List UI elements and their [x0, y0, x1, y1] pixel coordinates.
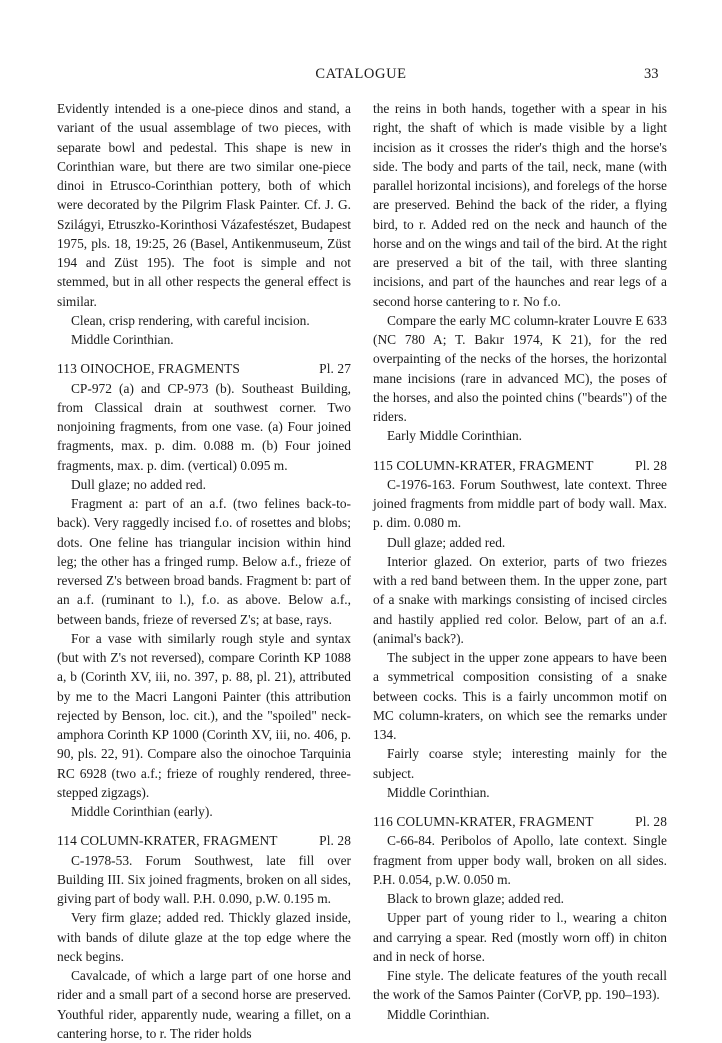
entry-plate: Pl. 28 — [635, 457, 667, 473]
entry-plate: Pl. 28 — [319, 833, 351, 849]
entry-plate: Pl. 27 — [319, 361, 351, 377]
entry-title — [57, 359, 240, 378]
entry-number: 116 — [373, 814, 393, 829]
catalogue-entry-115 — [373, 456, 667, 803]
catalogue-entry-116 — [373, 812, 667, 1024]
entry-plate: Pl. 28 — [635, 814, 667, 829]
entry-number: 115 — [373, 457, 393, 473]
continuation-paragraph: the reins in both hands, together with a spear in his right, the shaft of which is made visible by a light incision as it crosses the rider's thigh and the horse's side. The body and parts of the tail, neck, mane (with parallel horizontal incisions), and forelegs of the horse are preserved. Behind the back of the rider, a flying bird, to r. Added red on the neck and haunch of the horse and on the wings and tail of the bird. At the right are preserved a bit of the tail, with three slanting incisions, and part of the haunches and rear legs of a second horse cantering to r. No f.o. — [373, 101, 667, 309]
entry-paragraph: The subject in the upper zone appears to have been a symmetrical composition consisting of a snake between cocks. This is a fairly uncommon motif on MC column-kraters, on which see the remarks under 134. — [373, 650, 667, 742]
entry-paragraph: Black to brown glaze; added red. — [387, 891, 564, 906]
entry-paragraph: C-66-84. Peribolos of Apollo, late context. Single fragment from upper body wall, broken on all sides. P.H. 0.054, p.W. 0.050 m. — [373, 833, 667, 887]
page-number: 33 — [644, 66, 659, 82]
entry-name: OINOCHOE, FRAGMENTS — [80, 361, 240, 377]
continuation-paragraph: Compare the early MC column-krater Louvre E 633 (NC 780 A; T. Bakır 1974, K 21), for the red overpainting of the necks of the horses, the horizontal mane incisions (rare in advanced MC), the poses of the horses, and also the pointed chins ("beards") of the riders. — [373, 312, 667, 424]
entry-paragraph: Dull glaze; no added red. — [71, 476, 206, 492]
entry-title — [373, 812, 594, 831]
entry-title — [373, 456, 594, 475]
entry-paragraph: Very firm glaze; added red. Thickly glazed inside, with bands of dilute glaze at the top edge where the neck begins. — [57, 910, 351, 964]
intro-paragraph: Evidently intended is a one-piece dinos and stand, a variant of the usual assemblage of two pieces, with separate bowl and pedestal. This shape is new in Corinthian ware, but there are two similar one-piece dinoi in Etrusco-Corinthian pottery, both of which were decorated by the Pilgrim Flask Painter. Cf. J. G. Szilágyi, Etruszko-Korinthosi Vázafestészet, Budapest 1975, pls. 18, 19:25, 26 (Basel, Antikenmuseum, Züst 194 and Züst 195). The foot is simple and not stemmed, but in all other respects the general effect is similar. — [57, 101, 351, 309]
entry-paragraph: C-1976-163. Forum Southwest, late context. Three joined fragments from middle part of body wall. Max. p. dim. 0.080 m. — [373, 476, 667, 531]
entry-paragraph: Fairly coarse style; interesting mainly for the subject. — [373, 746, 667, 781]
entry-paragraph: For a vase with similarly rough style and syntax (but with Z's not reversed), compare Corinth KP 1088 a, b (Corinth XV, iii, no. 397, p. 88, pl. 21), attributed by me to the Macri Langoni Painter (this attribution rejected by Benson, loc. cit.), and the "spoiled" neck-amphora Corinth KP 1000 (Corinth XV, iii, no. 406, p. 90, pls. 22, 91). Compare also the oinochoe Tarquinia RC 6928 (two a.f.; frieze of roughly rendered, three-stepped zigzags). — [57, 630, 351, 800]
entry-number: 113 — [57, 361, 77, 377]
entry-title — [57, 831, 278, 850]
entry-paragraph: Fragment a: part of an a.f. (two felines back-to-back). Very raggedly incised f.o. of rosettes and blobs; dots. One feline has triangular incision within hind leg; the other has a fringed rump. Below a.f., frieze of reversed Z's between broad bands. Fragment b: part of an a.f. (ruminant to l.), f.o. as above. Below a.f., between bands, frieze of reversed Z's; at base, rays. — [57, 496, 351, 627]
entry-paragraph: C-1978-53. Forum Southwest, late fill over Building III. Six joined fragments, broken on all sides, giving part of body wall. P.H. 0.090, p.W. 0.195 m. — [57, 852, 351, 906]
left-column — [57, 99, 351, 1043]
entry-name: COLUMN-KRATER, FRAGMENT — [396, 457, 594, 473]
entry-paragraph: Middle Corinthian. — [387, 784, 490, 800]
continuation-paragraph: Early Middle Corinthian. — [387, 428, 522, 444]
entry-name: COLUMN-KRATER, FRAGMENT — [396, 814, 594, 829]
entry-paragraph: Dull glaze; added red. — [387, 534, 506, 550]
entry-paragraph: CP-972 (a) and CP-973 (b). Southeast Building, from Classical drain at southwest corner. Two nonjoining fragments, from one vase. (a) Four joined fragments, max. p. dim. 0.088 m. (b) Four joined fragments, max. p. dim. (vertical) 0.095 m. — [57, 380, 351, 473]
entry-paragraph: Fine style. The delicate features of the youth recall the work of the Samos Painter (CorVP, pp. 190–193). — [373, 968, 667, 1003]
catalogue-entry-113 — [57, 359, 351, 821]
entry-heading — [57, 831, 351, 850]
entry-paragraph: Interior glazed. On exterior, parts of two friezes with a red band between them. In the upper zone, part of a snake with markings consisting of incised circles and hastily applied red color. Below, part of an a.f. (animal's back?). — [373, 553, 667, 646]
entry-name: COLUMN-KRATER, FRAGMENT — [80, 833, 278, 849]
right-column — [373, 99, 667, 1024]
intro-paragraph: Clean, crisp rendering, with careful incision. — [71, 312, 310, 328]
intro-paragraph: Middle Corinthian. — [71, 332, 174, 347]
running-title: CATALOGUE — [315, 66, 407, 82]
entry-paragraph: Cavalcade, of which a large part of one horse and rider and a small part of a second horse are preserved. Youthful rider, apparently nude, wearing a fillet, on a cantering horse, to r. The rider holds — [57, 968, 351, 1041]
catalogue-entry-114 — [57, 831, 351, 1043]
entry-heading — [373, 812, 667, 831]
entry-number: 114 — [57, 833, 77, 849]
entry-paragraph: Middle Corinthian (early). — [71, 804, 213, 819]
entry-heading — [373, 456, 667, 475]
entry-paragraph: Middle Corinthian. — [387, 1006, 490, 1022]
entry-paragraph: Upper part of young rider to l., wearing a chiton and carrying a spear. Red (mostly worn off) in chiton and in neck of horse. — [373, 910, 667, 964]
entry-heading — [57, 359, 351, 378]
